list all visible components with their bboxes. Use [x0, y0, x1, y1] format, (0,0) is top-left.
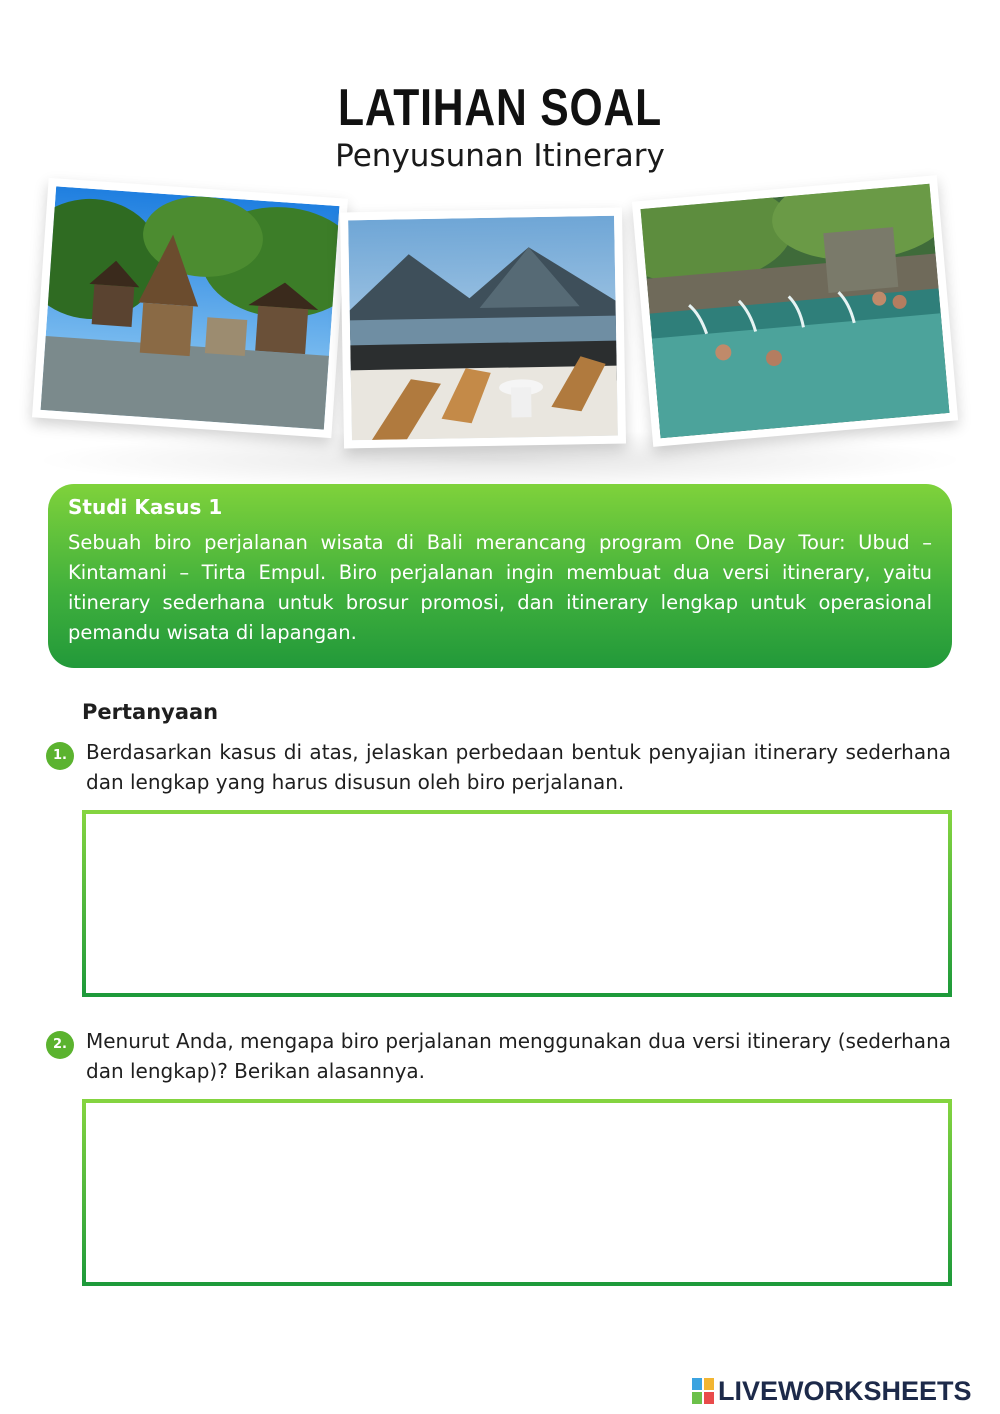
- liveworksheets-icon: [692, 1378, 714, 1404]
- liveworksheets-logo: [692, 1376, 972, 1406]
- photo-kintamani: [340, 208, 626, 449]
- questions-heading: Pertanyaan: [82, 700, 219, 724]
- answer-input-2[interactable]: [86, 1103, 948, 1282]
- question-number-1: 1.: [46, 742, 74, 770]
- answer-box-1[interactable]: [82, 810, 952, 997]
- question-number-2: 2.: [46, 1031, 74, 1059]
- answer-input-1[interactable]: [86, 814, 948, 993]
- question-text-2: Menurut Anda, mengapa biro perjalanan menggunakan dua versi itinerary (sederhana dan lengkap)? Berikan alasannya.: [86, 1029, 951, 1083]
- question-text-1: Berdasarkan kasus di atas, jelaskan perbedaan bentuk penyajian itinerary sederhana dan lengkap yang harus disusun oleh biro perjalanan.: [86, 740, 951, 794]
- photo-ubud-temple: [32, 178, 348, 438]
- case-study-text: Sebuah biro perjalanan wisata di Bali merancang program One Day Tour: Ubud – Kintamani – Tirta Empul. Biro perjalanan ingin membuat dua versi itinerary, yaitu itinerary sederhana untuk brosur promosi, dan itinerary lengkap untuk operasional pemandu wisata di lapangan.: [68, 531, 932, 644]
- worksheet-subtitle: Penyusunan Itinerary: [335, 138, 665, 174]
- case-study-box: [48, 484, 952, 668]
- photo-tirta-empul: [632, 175, 958, 447]
- liveworksheets-wordmark: LIVEWORKSHEETS: [718, 1375, 972, 1406]
- photo-collage: [30, 180, 970, 480]
- worksheet-title: LATIHAN SOAL: [337, 79, 663, 137]
- case-study-title: Studi Kasus 1: [68, 495, 223, 519]
- answer-box-2[interactable]: [82, 1099, 952, 1286]
